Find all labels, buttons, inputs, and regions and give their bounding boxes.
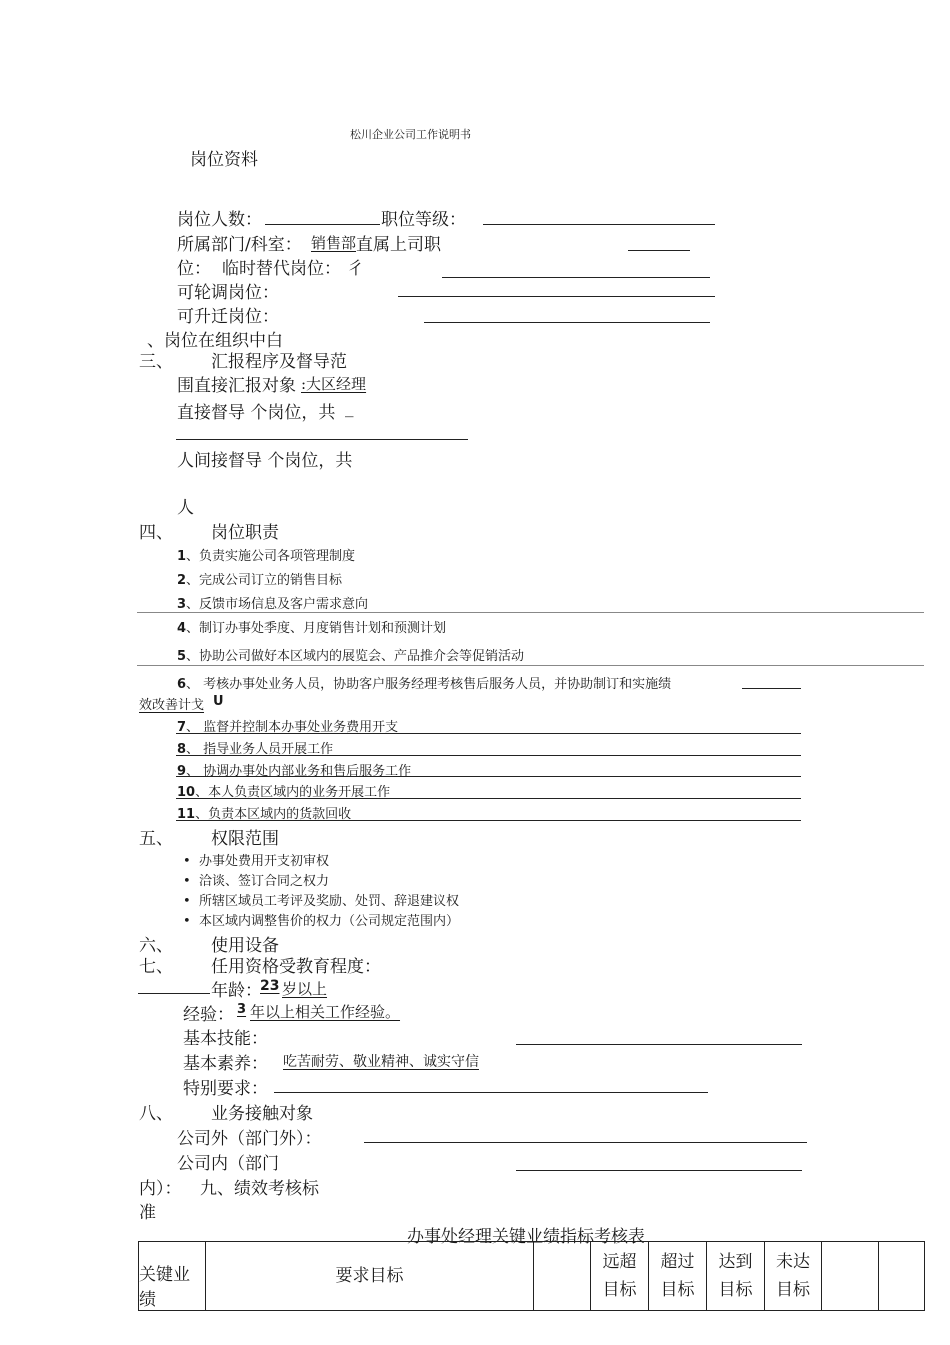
authority-item: • 办事处费用开支初审权 bbox=[183, 854, 329, 869]
duty-10-line bbox=[176, 798, 801, 799]
header-cell: 未达 目标 bbox=[765, 1242, 822, 1311]
duty-8-line bbox=[176, 755, 801, 756]
section-5-title: 权限范围 bbox=[211, 829, 279, 849]
section-8-title: 业务接触对象 bbox=[211, 1104, 313, 1124]
duty-divider-1 bbox=[137, 612, 924, 613]
education-blank bbox=[138, 993, 210, 994]
kpi-table bbox=[138, 1241, 925, 1311]
promotion-label: 可升迁岗位： bbox=[177, 307, 279, 327]
section-7-title: 任用资格受教育程度： bbox=[211, 957, 381, 977]
direct-supervise-blank: _ bbox=[345, 398, 354, 418]
authority-item: • 洽谈、签订合同之权力 bbox=[183, 874, 329, 889]
headcount-blank bbox=[265, 224, 380, 225]
section-5-num: 五、 bbox=[139, 829, 173, 849]
substitute-label: 临时替代岗位： bbox=[222, 259, 341, 279]
special-blank bbox=[274, 1092, 708, 1093]
person-label: 人 bbox=[177, 498, 194, 518]
dept-label: 所属部门/科室： bbox=[177, 235, 302, 255]
duty-1: 1、负责实施公司各项管理制度 bbox=[177, 549, 356, 564]
header-cell: 达到 目标 bbox=[707, 1242, 765, 1311]
section-4-num: 四、 bbox=[139, 523, 173, 543]
report-label: 围直接汇报对象 bbox=[177, 376, 296, 396]
duty-divider-2 bbox=[137, 665, 924, 666]
header-cell: 远超 目标 bbox=[591, 1242, 649, 1311]
age-value: 岁以上 bbox=[282, 980, 328, 998]
section-8-num: 八、 bbox=[139, 1104, 173, 1124]
section-6-num: 六、 bbox=[139, 936, 173, 956]
level-label: 职位等级： bbox=[381, 210, 466, 230]
substitute-value: 彳 bbox=[347, 259, 364, 279]
indirect-supervise: 人间接督导 个岗位，共 bbox=[177, 451, 353, 471]
section-9-title-cont: 准 bbox=[139, 1203, 156, 1223]
duty-10: 10、本人负责区域内的业务开展工作 bbox=[177, 785, 391, 800]
age-number: 23 bbox=[260, 978, 280, 994]
section-7-num: 七、 bbox=[139, 957, 173, 977]
duty-9-line bbox=[176, 776, 801, 777]
experience-label: 经验： bbox=[183, 1005, 234, 1025]
authority-item: • 所辖区域员工考评及奖励、处罚、辞退建议权 bbox=[183, 894, 459, 909]
promotion-blank bbox=[424, 322, 710, 323]
authority-item: • 本区域内调整售价的权力（公司规定范围内） bbox=[183, 914, 459, 929]
experience-number: 3 bbox=[237, 1002, 247, 1017]
duty-11-line bbox=[176, 820, 801, 821]
header-cell bbox=[822, 1242, 879, 1311]
section-3-title: 汇报程序及督导范 bbox=[211, 352, 347, 372]
duty-6-cont: 效改善计戈 bbox=[139, 698, 205, 713]
contact-outside-blank bbox=[364, 1142, 807, 1143]
contact-inside-label: 公司内（部门 bbox=[177, 1154, 279, 1174]
skill-blank bbox=[516, 1044, 802, 1045]
duty-8: 8、 指导业务人员开展工作 bbox=[177, 742, 334, 757]
duty-7-line bbox=[176, 733, 801, 734]
duty-7: 7、 监督并控制本办事处业务费用开支 bbox=[177, 720, 399, 735]
header-cell: 要求目标 bbox=[206, 1242, 534, 1311]
level-blank bbox=[483, 224, 715, 225]
header-cell: 关键业绩 bbox=[139, 1242, 206, 1311]
quality-label: 基本素养： bbox=[183, 1054, 268, 1074]
duty-5: 5、协助公司做好本区域内的展览会、产品推介会等促销活动 bbox=[177, 649, 525, 664]
report-value: :大区经理 bbox=[301, 375, 367, 393]
headcount-label: 岗位人数： bbox=[177, 210, 262, 230]
age-label: 年龄： bbox=[211, 981, 262, 1001]
dept-value: 销售部 bbox=[311, 234, 357, 252]
org-label: 、岗位在组织中白 bbox=[147, 331, 283, 351]
rotation-label: 可轮调岗位： bbox=[177, 283, 279, 303]
duty-11: 11、负责本区域内的货款回收 bbox=[177, 807, 352, 822]
duty-3: 3、反馈市场信息及客户需求意向 bbox=[177, 597, 369, 612]
section-1-title: 岗位资料 bbox=[190, 150, 258, 170]
header-cell bbox=[879, 1242, 925, 1311]
superior-label-cont: 位： bbox=[177, 259, 211, 279]
skill-label: 基本技能： bbox=[183, 1029, 268, 1049]
header-cell: 超过 目标 bbox=[649, 1242, 707, 1311]
duty-6: 6、 考核办事处业务人员，协助客户服务经理考核售后服务人员，并协助制订和实施绩 bbox=[177, 677, 672, 692]
section-4-title: 岗位职责 bbox=[211, 523, 279, 543]
duty-6-blank bbox=[742, 688, 801, 689]
section-9-title: 九、绩效考核标 bbox=[200, 1179, 319, 1199]
substitute-blank bbox=[442, 277, 710, 278]
duty-6-tail: U bbox=[213, 694, 224, 709]
header-cell bbox=[534, 1242, 591, 1311]
section-6-title: 使用设备 bbox=[211, 936, 279, 956]
experience-value: 年以上相关工作经验。 bbox=[250, 1003, 401, 1021]
contact-outside-label: 公司外（部门外）： bbox=[177, 1129, 322, 1149]
superior-label: 直属上司职 bbox=[356, 235, 441, 255]
duty-9: 9、 协调办事处内部业务和售后服务工作 bbox=[177, 764, 412, 779]
kpi-table-caption: 办事处经理关键业绩指标考核表 bbox=[407, 1227, 645, 1247]
rotation-blank bbox=[398, 296, 715, 297]
supervise-divider bbox=[176, 439, 468, 440]
contact-inside-cont: 内）： bbox=[139, 1179, 182, 1199]
document-header: 松川企业公司工作说明书 bbox=[350, 128, 471, 141]
special-label: 特别要求： bbox=[183, 1079, 268, 1099]
superior-blank bbox=[628, 250, 690, 251]
duty-2: 2、完成公司订立的销售目标 bbox=[177, 573, 343, 588]
duty-4: 4、制订办事处季度、月度销售计划和预测计划 bbox=[177, 621, 447, 636]
direct-supervise: 直接督导 个岗位，共 bbox=[177, 403, 336, 423]
quality-value: 吃苦耐劳、敬业精神、诚实守信 bbox=[283, 1054, 479, 1070]
section-3-num: 三、 bbox=[139, 352, 173, 372]
contact-inside-blank bbox=[516, 1170, 802, 1171]
